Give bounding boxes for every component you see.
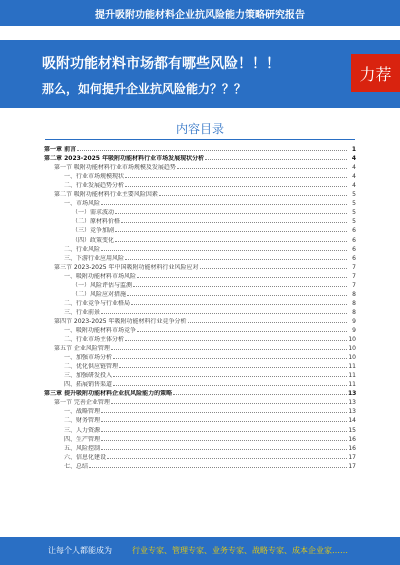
toc-entry-page: 13 bbox=[348, 408, 356, 416]
toc-entry-text: 一、加强市场分析 bbox=[64, 354, 113, 362]
toc-entry-page: 8 bbox=[352, 290, 356, 298]
toc-leader-dots bbox=[133, 286, 347, 287]
toc-entry-text: 第一节 吸附功能材料行业市场规模及发展趋势 bbox=[54, 164, 176, 172]
toc-entry-page: 1 bbox=[351, 146, 356, 154]
toc-entry[interactable] bbox=[44, 307, 356, 316]
toc-entry[interactable] bbox=[44, 443, 356, 452]
toc-entry[interactable] bbox=[44, 334, 356, 343]
toc-entry-page: 16 bbox=[348, 444, 356, 452]
toc-entry[interactable] bbox=[44, 171, 356, 180]
toc-entry-page: 5 bbox=[352, 218, 356, 226]
toc-entry-text: 三、下游行业应用风险 bbox=[64, 254, 125, 262]
toc-entry[interactable] bbox=[44, 298, 356, 307]
toc-title: 内容目录 bbox=[175, 122, 224, 136]
toc-entry-page: 4 bbox=[352, 173, 356, 181]
toc-entry[interactable] bbox=[44, 343, 356, 352]
toc-entry-text: 第五节 企业风险管理 bbox=[54, 345, 110, 353]
toc-entry-text: 第三节 2023-2025 年中国吸附功能材料行业风险应对 bbox=[54, 263, 199, 271]
toc-entry-text: 二、行业竞争与行业格局 bbox=[64, 299, 131, 307]
toc-entry[interactable] bbox=[44, 262, 356, 271]
toc-entry-page: 9 bbox=[352, 317, 356, 325]
toc-entry[interactable] bbox=[44, 379, 356, 388]
toc-leader-dots bbox=[111, 403, 347, 404]
toc-entry-text: 第一章 前言 bbox=[44, 146, 77, 154]
toc-leader-dots bbox=[101, 412, 347, 413]
toc-entry[interactable] bbox=[44, 325, 356, 334]
toc-entry[interactable] bbox=[44, 180, 356, 189]
toc-entry-page: 11 bbox=[348, 372, 356, 380]
toc-entry-page: 6 bbox=[352, 254, 356, 262]
toc-leader-dots bbox=[101, 449, 347, 450]
toc-entry[interactable] bbox=[44, 452, 356, 461]
toc-entry[interactable] bbox=[44, 144, 356, 153]
toc-leader-dots bbox=[101, 313, 347, 314]
toc-leader-dots bbox=[131, 304, 347, 305]
toc-leader-dots bbox=[137, 277, 347, 278]
toc-leader-dots bbox=[119, 367, 347, 368]
toc-leader-dots bbox=[137, 331, 347, 332]
toc-entry[interactable] bbox=[44, 189, 356, 198]
toc-leader-dots bbox=[205, 159, 347, 160]
toc-entry-page: 4 bbox=[351, 155, 356, 163]
toc-entry[interactable] bbox=[44, 271, 356, 280]
toc-entry[interactable] bbox=[44, 424, 356, 433]
toc-entry-page: 4 bbox=[352, 164, 356, 172]
toc-leader-dots bbox=[111, 349, 347, 350]
toc-entry-text: （二）风险应对措施 bbox=[72, 290, 127, 298]
toc-entry-text: 一、战略管理 bbox=[64, 408, 101, 416]
toc-entry-page: 7 bbox=[352, 263, 356, 271]
toc-entry-page: 15 bbox=[348, 426, 356, 434]
toc-leader-dots bbox=[113, 385, 347, 386]
toc-entry[interactable] bbox=[44, 162, 356, 171]
toc-entry[interactable] bbox=[44, 244, 356, 253]
banner-line-1: 吸附功能材料市场都有哪些风险！！！ bbox=[42, 55, 280, 71]
toc-entry-page: 17 bbox=[348, 462, 356, 470]
toc-leader-dots bbox=[101, 431, 347, 432]
toc-entry-text: 第三章 提升吸附功能材料企业抗风险能力的策略 bbox=[44, 390, 173, 398]
recommend-badge: 力荐 bbox=[351, 54, 400, 92]
toc-entry-text: （一）风险评估与监测 bbox=[72, 281, 133, 289]
toc-leader-dots bbox=[101, 421, 347, 422]
toc-entry[interactable] bbox=[44, 234, 356, 243]
toc-entry-text: 二、优化供应链管理 bbox=[64, 363, 119, 371]
toc-leader-dots bbox=[159, 195, 347, 196]
toc-entry-text: 四、拓展销售渠道 bbox=[64, 381, 113, 389]
toc-leader-dots bbox=[200, 268, 347, 269]
toc-entry[interactable] bbox=[44, 280, 356, 289]
toc-entry-page: 5 bbox=[352, 191, 356, 199]
toc-entry-page: 13 bbox=[348, 390, 357, 398]
toc-entry-text: 四、生产管理 bbox=[64, 435, 101, 443]
toc-entry-text: （二）原材料价格 bbox=[72, 218, 121, 226]
toc-entry[interactable] bbox=[44, 289, 356, 298]
toc-leader-dots bbox=[77, 150, 347, 151]
toc-leader-dots bbox=[188, 322, 347, 323]
toc-entry-page: 11 bbox=[348, 381, 356, 389]
toc-entry[interactable] bbox=[44, 207, 356, 216]
toc-entry-text: 二、行业市场主体分析 bbox=[64, 336, 125, 344]
toc-leader-dots bbox=[125, 259, 347, 260]
toc-entry-text: 一、行业市场规模现状 bbox=[64, 173, 125, 181]
toc-entry[interactable] bbox=[44, 461, 356, 470]
toc-entry-page: 10 bbox=[348, 336, 356, 344]
toc-entry-text: 第二章 2023-2025 年吸附功能材料行业市场发展现状分析 bbox=[44, 155, 205, 163]
toc-entry-page: 9 bbox=[352, 326, 356, 334]
toc-entry-text: 六、信息化建设 bbox=[64, 453, 107, 461]
toc-entry-text: 三、加强研发投入 bbox=[64, 372, 113, 380]
toc-entry-page: 8 bbox=[352, 308, 356, 316]
toc-leader-dots bbox=[125, 340, 347, 341]
toc-leader-dots bbox=[125, 177, 347, 178]
toc-entry-page: 8 bbox=[352, 299, 356, 307]
toc-entry-text: 三、行业前景 bbox=[64, 308, 101, 316]
toc-entry-text: 二、行业发展趋势分析 bbox=[64, 182, 125, 190]
toc-entry-text: （四）政策变化 bbox=[72, 236, 115, 244]
toc-entry[interactable] bbox=[44, 253, 356, 262]
toc-entry[interactable] bbox=[44, 153, 356, 162]
toc-leader-dots bbox=[127, 295, 347, 296]
toc-entry-page: 11 bbox=[348, 363, 356, 371]
footer-lead: 让每个人都能成为 bbox=[48, 546, 112, 555]
toc-entry[interactable] bbox=[44, 370, 356, 379]
toc-entry[interactable] bbox=[44, 316, 356, 325]
toc-entry[interactable] bbox=[44, 216, 356, 225]
toc-entry-text: 二、财务管理 bbox=[64, 417, 101, 425]
toc-entry-page: 14 bbox=[348, 417, 356, 425]
footer-bar bbox=[0, 537, 400, 565]
banner-line-2: 那么，如何提升企业抗风险能力？？？ bbox=[42, 82, 247, 96]
toc-entry-text: 一、吸附功能材料市场竞争 bbox=[64, 326, 137, 334]
toc-entry-text: 一、市场风险 bbox=[64, 200, 101, 208]
toc-entry[interactable] bbox=[44, 361, 356, 370]
toc-entry[interactable] bbox=[44, 434, 356, 443]
toc-entry-page: 7 bbox=[352, 272, 356, 280]
toc-entry[interactable] bbox=[44, 415, 356, 424]
toc-entry-page: 5 bbox=[352, 209, 356, 217]
toc-entry-page: 6 bbox=[352, 245, 356, 253]
footer-roles: 行业专家、管理专家、业务专家、战略专家、成本企业家…… bbox=[132, 546, 348, 555]
toc-entry-page: 13 bbox=[348, 399, 356, 407]
toc-leader-dots bbox=[113, 376, 347, 377]
toc-entry-text: 五、风险控制 bbox=[64, 444, 101, 452]
toc-leader-dots bbox=[173, 394, 347, 395]
toc-leader-dots bbox=[101, 204, 347, 205]
toc-entry-page: 6 bbox=[352, 227, 356, 235]
toc-leader-dots bbox=[107, 458, 347, 459]
toc-divider bbox=[45, 139, 355, 140]
table-of-contents bbox=[44, 144, 356, 470]
toc-entry-page: 16 bbox=[348, 435, 356, 443]
toc-entry[interactable] bbox=[44, 198, 356, 207]
toc-entry-page: 17 bbox=[348, 453, 356, 461]
toc-entry-text: 二、行业风险 bbox=[64, 245, 101, 253]
toc-leader-dots bbox=[101, 440, 347, 441]
toc-entry-page: 7 bbox=[352, 281, 356, 289]
toc-entry-page: 10 bbox=[348, 345, 356, 353]
toc-entry[interactable] bbox=[44, 225, 356, 234]
report-header-bar bbox=[0, 0, 400, 26]
toc-entry-text: 七、总结 bbox=[64, 462, 89, 470]
toc-entry-page: 4 bbox=[352, 182, 356, 190]
toc-entry[interactable] bbox=[44, 388, 356, 397]
promo-banner bbox=[0, 40, 400, 108]
toc-leader-dots bbox=[121, 222, 347, 223]
toc-entry-text: 第四节 2023-2025 年吸附功能材料行业竞争分析 bbox=[54, 317, 187, 325]
toc-entry-text: （三）竞争加剧 bbox=[72, 227, 115, 235]
toc-entry-text: 第一节 完善企业管理 bbox=[54, 399, 110, 407]
toc-entry-text: 一、吸附功能材料市场风险 bbox=[64, 272, 137, 280]
toc-entry-text: 三、人力资源 bbox=[64, 426, 101, 434]
toc-leader-dots bbox=[113, 358, 347, 359]
toc-entry-page: 5 bbox=[352, 200, 356, 208]
toc-entry-text: （一）需求波动 bbox=[72, 209, 115, 217]
toc-entry-page: 6 bbox=[352, 236, 356, 244]
toc-entry[interactable] bbox=[44, 352, 356, 361]
toc-entry-text: 第二节 吸附功能材料行业主要风险因素 bbox=[54, 191, 158, 199]
toc-leader-dots bbox=[115, 213, 347, 214]
toc-entry[interactable] bbox=[44, 397, 356, 406]
toc-entry[interactable] bbox=[44, 406, 356, 415]
toc-leader-dots bbox=[177, 168, 347, 169]
toc-leader-dots bbox=[125, 186, 347, 187]
toc-leader-dots bbox=[89, 467, 347, 468]
toc-entry-page: 10 bbox=[348, 354, 356, 362]
report-title: 提升吸附功能材料企业抗风险能力策略研究报告 bbox=[95, 9, 305, 21]
toc-leader-dots bbox=[101, 250, 347, 251]
toc-leader-dots bbox=[115, 241, 347, 242]
toc-leader-dots bbox=[115, 231, 347, 232]
